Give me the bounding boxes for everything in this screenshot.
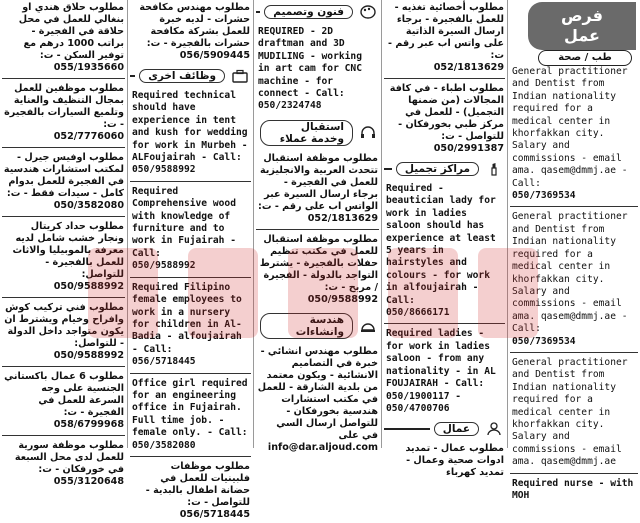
classified-ad: مطلوب موظفات فلبينيات للعمل في حضانة اطفال بالبدية - للتواصل - ت: 056/5718445 xyxy=(145,460,250,520)
worker-icon xyxy=(486,422,502,436)
classified-ad: General practitioner and Dentist from Indian nationality required for a medical center in khorfakkan city. Salary and commissions - email ama. qasem@dmmj.ae xyxy=(512,356,628,468)
classified-ad: Required technical should have experience in tent and kush for wedding for work in Murbeh - ALFoujairah - Call: 050/9588992 xyxy=(132,90,248,176)
classified-ad: مطلوب موظفة سورية للعمل لدى محل السبعة في خورفكان - ت: 055/3120648 xyxy=(14,440,124,487)
header-title: فرص xyxy=(561,6,603,25)
classified-ad: Required nurse - with MOH xyxy=(512,477,634,501)
classified-ad: مطلوب 6 عمال باكستاني الجنسية على وجه السرعة للعمل في الفجيرة - ت: 058/6799968 xyxy=(4,371,124,430)
classified-ad: مطلوب فني تركيب كوش وافراح وخيام ويشترط ان يكون متواجد داخل الدولة - للتواصل: 050/9588992 xyxy=(4,302,124,361)
section-badge: استقبال وخدمة عملاء xyxy=(260,120,353,146)
column-5 xyxy=(508,0,640,501)
column-1 xyxy=(0,0,127,487)
classified-ad: مطلوب موظفة استقبال تتحدث العربية والانجليزية للعمل في الفجيرة - برجاء ارسال السيرة عبر الواتس اب على رقم - ت: 052/1813629 xyxy=(258,152,378,224)
section-header xyxy=(384,420,505,438)
section-header xyxy=(256,3,379,21)
section-header xyxy=(508,0,640,64)
section-header xyxy=(256,311,379,341)
classified-ad: مطلوب موظفة استقبال للعمل في مكتب تنظيم حفلات بالفجيرة - يشترط التواجد بالدولة - الفجيرة / مربح - ت: 050/9588992 xyxy=(259,233,378,305)
section-badge: مراكز تجميل xyxy=(396,162,479,176)
section-header xyxy=(130,67,251,85)
section-badge: هندسة وانشاءات xyxy=(260,313,353,339)
classified-ad: Required Comprehensive wood with knowledge of furniture and to work in Fujairah - Call: 050/9588992 xyxy=(132,185,236,272)
classified-ad: مطلوب أخصائية تغذيه - للعمل بالفجيرة - برجاء ارسال السيرة الذاتية على واتس اب عبر رقم - ت: 052/1813629 xyxy=(388,2,504,73)
classified-ad: REQUIRED - 2D draftman and 3D MUDILING - working in art cam for CNC machine - for connect - Call: 050/2324748 xyxy=(258,26,362,112)
classified-ad: مطلوب اطباء - في كافة المجالات (من ضمنها التجميل) - للعمل في مركز طبي بخورفكان - للتواصل - ت: 050/2991387 xyxy=(389,83,504,154)
column-4 xyxy=(382,0,507,479)
lipstick-icon xyxy=(486,162,502,176)
briefcase-icon xyxy=(232,69,248,83)
palette-icon xyxy=(360,5,376,19)
section-header xyxy=(384,160,505,178)
section-badge: فنون وتصميم xyxy=(264,5,353,19)
classified-ad: Required - beautician lady for work in ladies saloon should has experience at least 5 years in hairstyles and colours - for work in alfoujairah - Call: 050/8666171 xyxy=(386,183,496,319)
section-badge: وظائف اخرى xyxy=(139,69,225,83)
section-badge: طب / صحة xyxy=(538,50,632,66)
classified-ad: مطلوب مهندس مكافحة حشرات - لديه خبرة للعمل بشركة مكافحة حشرات بالفجيرة - ت: 056/5909445 xyxy=(139,2,250,61)
header-subtitle: عمل xyxy=(564,26,600,45)
classified-ad: مطلوب عمال - تمديد ادوات صحية وعمال - تمديد كهرباء xyxy=(405,443,504,479)
column-2 xyxy=(128,0,253,520)
column-3 xyxy=(254,0,381,453)
classified-ad: مطلوب حداد كريتال ونجار خشب شامل لديه معرفة بالموبيليا والاثاث للعمل بالفجيرة - للتواصل: 050/9588992 xyxy=(12,221,124,292)
headset-icon xyxy=(360,126,376,140)
classified-ad: مطلوب اوفيس جيرل - لمكتب استشارات هندسية في الفجيرة للعمل بدوام كامل - سيدات فقط - ت: 050/3582080 xyxy=(3,152,124,211)
classified-ad: Required ladies - for work in ladies saloon - from any nationality - in AL FOUJAIRAH - Call: 050/1900117 - 050/4700706 xyxy=(386,328,496,414)
section-badge: عمال xyxy=(434,422,479,436)
classified-ad: Office girl required for an engineering office in Fujairah. Full time job. - female only. - Call: 050/3582080 xyxy=(132,377,248,451)
classified-ad: مطلوب موظفين للعمل بمجال التنظيف والعناية وتلميع السيارات بالفجيرة - ت: 052/7776060 xyxy=(4,83,124,142)
classified-ad: مطلوب حلاق هندي او بنغالي للعمل في محل حلاقة في الفجيرة - براتب 1000 درهم مع توفير السكن - ت: 055/1935660 xyxy=(18,2,124,73)
classified-ad: General practitioner and Dentist from Indian nationality required for a medical center in khorfakkan city. Salary and commissions - email ama. qasem@dmmj.ae - Call: 050/7369534 xyxy=(512,66,628,202)
classified-ad: Required Filipino female employees to work in a nursery for children in Al-Badia - alfoujairah - Call: 056/5718445 xyxy=(132,281,242,368)
section-header xyxy=(256,118,379,148)
classified-ad: مطلوب مهندس انشائي - خبرة في التصاميم الانشائية - ويكون معتمد من بلدية الشارقة - للعمل في مكتب استشارات هندسية بخورفكان - للتواصل ارسال السي في على info@dar.aljoud.com xyxy=(257,345,378,453)
classified-ad: General practitioner and Dentist from Indian nationality required for a medical center in khorfakkan city. Salary and commissions - email ama. qasem@dmmj.ae - Call: 050/7369534 xyxy=(512,211,628,347)
helmet-icon xyxy=(360,319,376,333)
jobs-header xyxy=(528,2,636,50)
